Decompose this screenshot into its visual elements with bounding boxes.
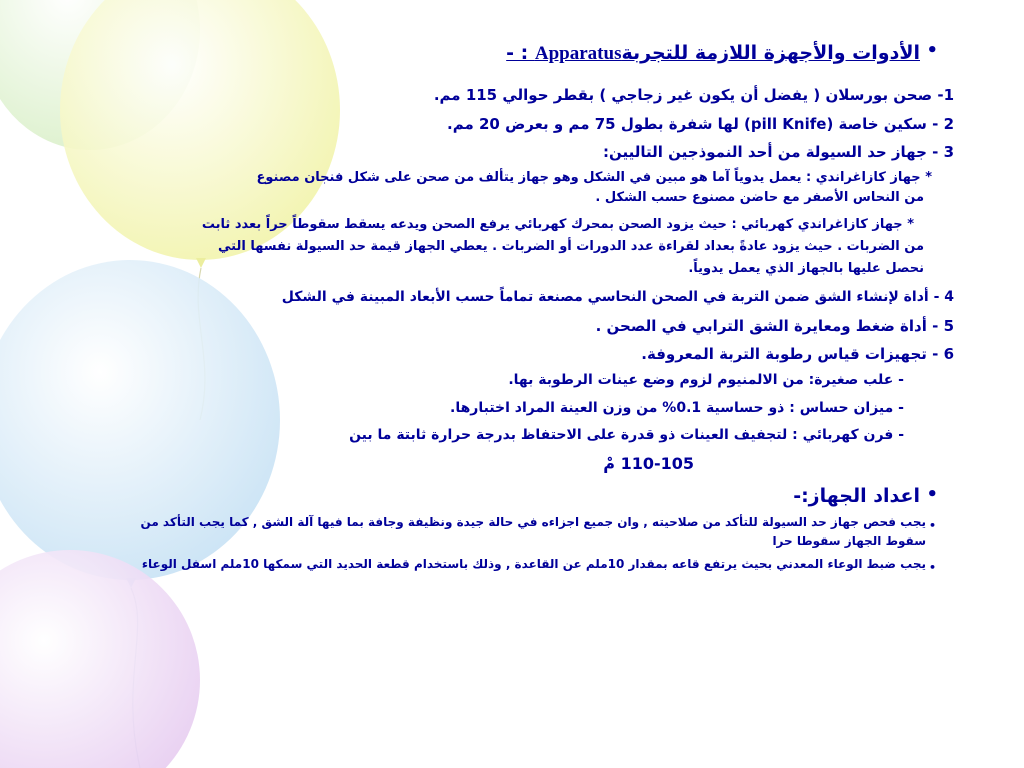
sub-item-balance: - ميزان حساس : ذو حساسية 0.1% من وزن العينة المراد اختبارها. (450, 400, 904, 416)
list-item-5: 5 - أداة ضغط ومعايرة الشق الترابي في الصحن . (595, 317, 954, 335)
heading-suffix: : - (506, 42, 535, 64)
setup-paragraph-1-line-1: يجب فحص جهاز حد السيولة للتأكد من صلاحيته , وان جميع اجزاءه في حالة جيدة ونظيفة وجافة بما فيها آلة الشق , كما يجب التأكد من (140, 515, 926, 529)
casagrande-electric-line-1: * جهاز كازاغراندي كهربائي : حيث يزود الصحن بمحرك كهربائي يرفع الصحن ويدعه يسقط سقوطاً حراً بعدد ثابت (201, 217, 914, 232)
casagrande-electric-line-3: نحصل عليها بالجهاز الذي يعمل يدوياً. (688, 261, 924, 276)
list-item-4: 4 - أداة لإنشاء الشق ضمن التربة في الصحن النحاسي مصنعة تماماً حسب الأبعاد المبينة في الشكل (281, 289, 954, 305)
bullet-dot: • (928, 561, 936, 574)
casagrande-electric-line-2: من الضربات . حيث يزود عادةً بعداد لقراءة عدد الدورات أو الضربات . يعطي الجهاز قيمة حد السيولة نفسها التي (218, 239, 924, 254)
list-item-1: 1- صحن بورسلان ( يفضل أن يكون غير زجاجي ) بقطر حوالي 115 مم. (433, 86, 954, 104)
temperature-range: 110-105 مْ (603, 454, 694, 473)
sub-item-containers: - علب صغيرة: من الالمنيوم لزوم وضع عينات الرطوبة بها. (508, 372, 904, 388)
heading-english: Apparatus (534, 43, 622, 64)
setup-paragraph-1-line-2: سقوط الجهاز سقوطا حرا (772, 534, 926, 548)
list-item-6: 6 - تجهيزات قياس رطوبة التربة المعروفة. (641, 345, 954, 363)
bullet-dot: • (928, 519, 936, 532)
casagrande-manual-line-1: * جهاز كازاغراندي : يعمل يدوياً آما هو مبين في الشكل وهو جهاز يتألف من صحن على شكل فنجان مصنوع (256, 170, 932, 185)
bullet-dot: • (926, 484, 938, 505)
sub-item-oven: - فرن كهربائي : لتجفيف العينات ذو قدرة على الاحتفاظ بدرجة حرارة ثابتة ما بين (349, 427, 904, 443)
heading (506, 42, 920, 65)
list-item-2: 2 - سكين خاصة (pill Knife) لها شفرة بطول 75 مم و بعرض 20 مم. (447, 115, 954, 133)
setup-title: اعداد الجهاز:- (793, 485, 920, 507)
list-item-3: 3 - جهاز حد السيولة من أحد النموذجين التاليين: (603, 143, 954, 161)
bullet-dot: • (926, 40, 938, 61)
heading-arabic: الأدوات والأجهزة اللازمة للتجربة (621, 42, 920, 64)
setup-paragraph-2: يجب ضبط الوعاء المعدني بحيث يرتفع قاعه بمقدار 10ملم عن القاعدة , وذلك باستخدام قطعة الحديد التي سمكها 10ملم اسفل الوعاء (141, 557, 926, 571)
casagrande-manual-line-2: من النحاس الأصفر مع حاضن مصنوع حسب الشكل . (595, 190, 924, 205)
